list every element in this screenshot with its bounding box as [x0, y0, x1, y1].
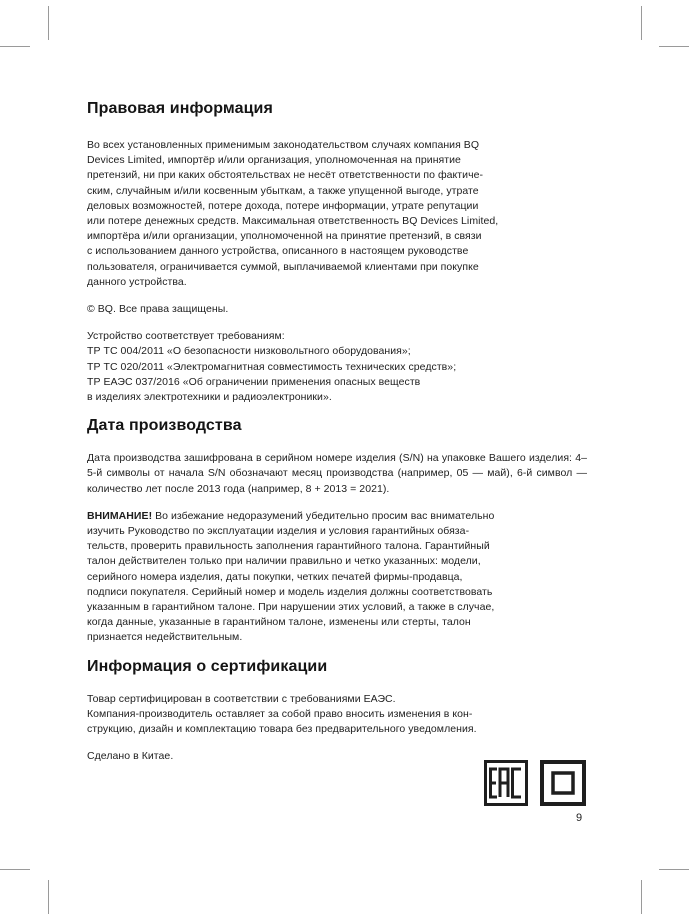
production-title: Дата производства	[87, 417, 242, 435]
legal-line: или потере денежных средств. Максимальная ответственность BQ Devices Limited,	[87, 215, 499, 228]
crop-mark	[48, 880, 49, 914]
warning-block	[87, 509, 587, 646]
double-square-icon	[540, 760, 586, 806]
warning-line: когда данные, указанные в гарантийном талоне, изменены или стерты, талон	[87, 616, 471, 629]
legal-line: Во всех установленных применимым законодательством случаях компания BQ	[87, 139, 480, 151]
warning-line: тельств, проверить правильность заполнения гарантийного талона. Гарантийный	[87, 540, 490, 553]
crop-mark	[641, 6, 642, 40]
page-number: 9	[576, 812, 583, 824]
legal-line: ским, случайным и/или косвенным убыткам, а также упущенной выгоде, утрате	[87, 184, 479, 197]
certification-title: Информация о сертификации	[87, 657, 328, 675]
warning-line	[87, 509, 587, 524]
legal-line: деловых возможностей, потере дохода, потере информации, утрате репутации	[87, 199, 479, 212]
warning-line: талон действителен только при наличии правильно и четко указанных: модели,	[87, 555, 481, 568]
legal-line: с использованием данного устройства, описанного в настоящем руководстве	[87, 245, 469, 258]
page-content	[87, 98, 587, 765]
compliance-line: ТР ТС 020/2011 «Электромагнитная совместимость технических средств»;	[87, 360, 457, 373]
warning-text: Во избежание недоразумений убедительно просим вас внимательно	[152, 509, 495, 522]
compliance-line: ТР ЕАЭС 037/2016 «Об ограничении применения опасных веществ	[87, 375, 421, 388]
warning-line: подписи покупателя. Серийный номер и модель изделия должны соответствовать	[87, 585, 493, 598]
legal-line: данного устройства.	[87, 275, 187, 288]
warning-line: указанным в гарантийном талоне. При нарушении этих условий, а также в случае,	[87, 601, 495, 614]
production-paragraph: Дата производства зашифрована в серийном номере изделия (S/N) на упаковке Вашего изделия: 4–5-й символы от начала S/N обозначают месяц производства (например, 05 — май), 6-й символ — количество лет после 2013 года (например, 8 + 2013 = 2021).	[87, 452, 587, 495]
warning-line: изучить Руководство по эксплуатации изделия и условия гарантийных обяза-	[87, 525, 470, 538]
crop-mark	[48, 6, 49, 40]
certification-line: струкцию, дизайн и комплектацию товара без предварительного уведомления.	[87, 723, 477, 736]
certification-line: Товар сертифицирован в соответствии с требованиями ЕАЭС.	[87, 692, 396, 705]
crop-mark	[641, 880, 642, 914]
legal-title: Правовая информация	[87, 100, 273, 117]
legal-line: претензий, ни при каких обстоятельствах не несёт ответственности по фактиче-	[87, 169, 484, 182]
crop-mark	[0, 869, 30, 870]
made-in-text: Сделано в Китае.	[87, 750, 174, 763]
legal-paragraph	[87, 138, 587, 290]
compliance-block	[87, 329, 587, 405]
warning-label: ВНИМАНИЕ!	[87, 509, 153, 522]
certification-line: Компания-производитель оставляет за собой право вносить изменения в кон-	[87, 707, 473, 720]
compliance-line: в изделиях электротехники и радиоэлектроники».	[87, 391, 332, 404]
compliance-line: Устройство соответствует требованиям:	[87, 330, 285, 343]
legal-line: импортёра и/или организации, уполномоченной на принятие претензий, в связи	[87, 230, 482, 243]
warning-line: признается недействительным.	[87, 631, 243, 644]
certification-block	[87, 692, 587, 738]
legal-line: пользователя, ограничивается суммой, выплачиваемой клиентами при покупке	[87, 260, 479, 273]
crop-mark	[659, 46, 689, 47]
crop-mark	[0, 46, 30, 47]
compliance-line: ТР ТС 004/2011 «О безопасности низковольтного оборудования»;	[87, 345, 411, 358]
copyright-text: © BQ. Все права защищены.	[87, 303, 229, 316]
certification-marks	[484, 760, 586, 808]
eac-mark-icon	[484, 760, 528, 806]
warning-line: серийного номера изделия, даты покупки, четких печатей фирмы-продавца,	[87, 570, 463, 583]
crop-mark	[659, 869, 689, 870]
legal-line: Devices Limited, импортёр и/или организация, уполномоченная на принятие	[87, 154, 461, 167]
